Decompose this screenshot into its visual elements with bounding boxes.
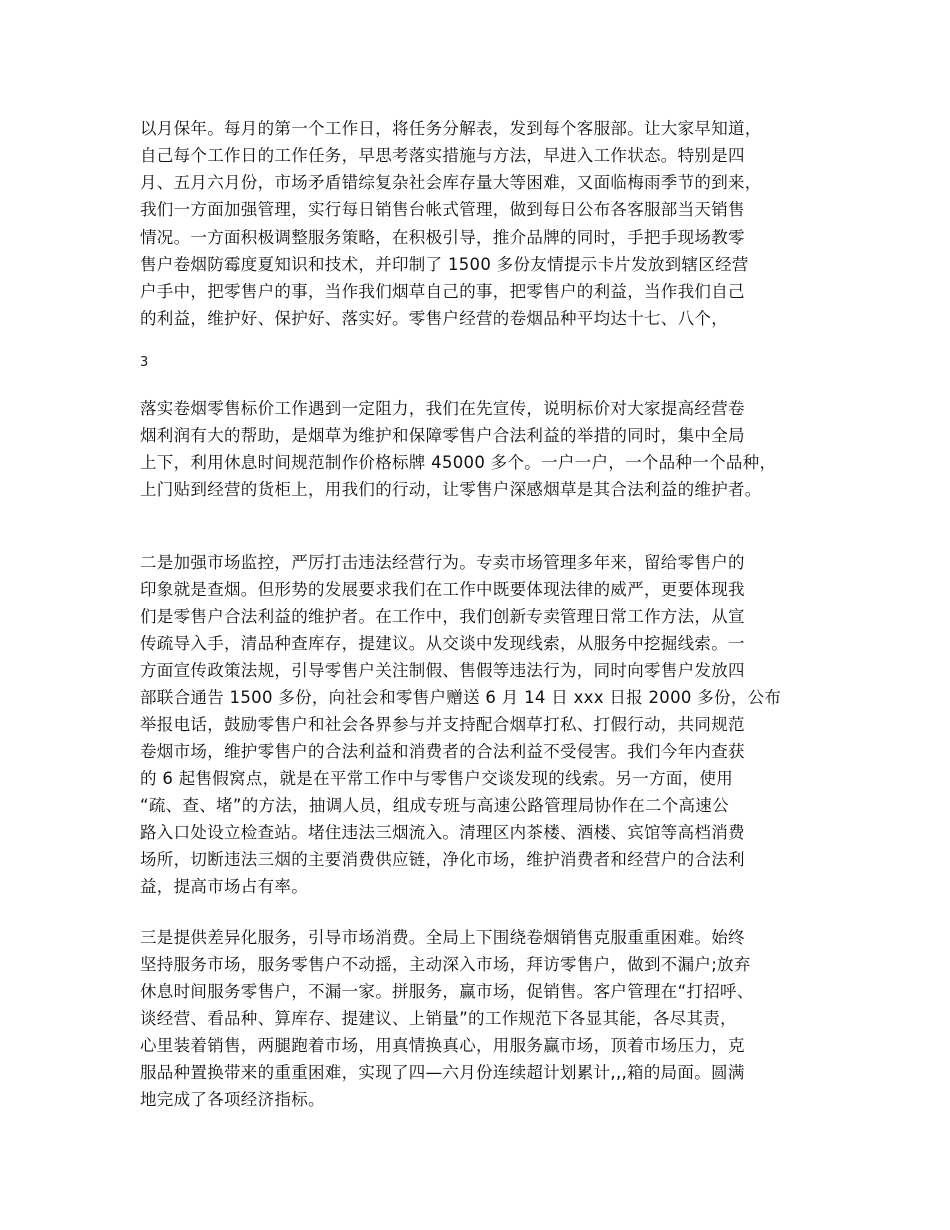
paragraph-line: 们是零售户合法利益的维护者。在工作中，我们创新专卖管理日常工作方法，从宣 <box>140 607 745 626</box>
paragraph-line: 自己每个工作日的工作任务，早思考落实措施与方法，早进入工作状态。特别是四 <box>140 146 745 165</box>
page-number: 3 <box>140 355 149 370</box>
paragraph-line: 上下，利用休息时间规范制作价格标牌 45000 多个。一户一户，一个品种一个品种， <box>140 453 777 472</box>
paragraph-line: 印象就是查烟。但形势的发展要求我们在工作中既要体现法律的威严，更要体现我 <box>140 580 745 599</box>
paragraph-line: 二是加强市场监控，严厉打击违法经营行为。专卖市场管理多年来，留给零售户的 <box>140 553 745 572</box>
paragraph-line: 我们一方面加强管理，实行每日销售台帐式管理，做到每日公布各客服部当天销售 <box>140 200 745 219</box>
paragraph-line: 心里装着销售，两腿跑着市场，用真情换真心，用服务赢市场，顶着市场压力，克 <box>140 1036 745 1055</box>
paragraph-line: 月、五月六月份，市场矛盾错综复杂社会库存量大等困难，又面临梅雨季节的到来， <box>140 173 762 192</box>
paragraph-line: 场所，切断违法三烟的主要消费供应链，净化市场，维护消费者和经营户的合法利 <box>140 850 745 869</box>
paragraph-line: 坚持服务市场，服务零售户不动摇，主动深入市场，拜访零售户，做到不漏户;放弃 <box>140 955 751 974</box>
paragraph-line: 传疏导入手，清品种查库存，提建议。从交谈中发现线索，从服务中挖掘线索。一 <box>140 634 745 653</box>
paragraph-line: 服品种置换带来的重重困难，实现了四—六月份连续超计划累计,,,箱的局面。圆满 <box>140 1063 745 1082</box>
paragraph-line: 情况。一方面积极调整服务策略，在积极引导，推介品牌的同时，手把手现场教零 <box>140 228 745 247</box>
paragraph-line: 休息时间服务零售户，不漏一家。拼服务，赢市场，促销售。客户管理在“打招呼、 <box>140 982 754 1001</box>
paragraph-line: 售户卷烟防霉度夏知识和技术，并印制了 1500 多份友情提示卡片发放到辖区经营 <box>140 255 749 274</box>
paragraph-line: 三是提供差异化服务，引导市场消费。全局上下围绕卷烟销售克服重重困难。始终 <box>140 928 745 947</box>
paragraph-line: 举报电话，鼓励零售户和社会各界参与并支持配合烟草打私、打假行动，共同规范 <box>140 715 745 734</box>
paragraph-line: 谈经营、看品种、算库存、提建议、上销量”的工作规范下各显其能，各尽其责， <box>140 1009 737 1028</box>
paragraph-line: 的 6 起售假窝点，就是在平常工作中与零售户交谈发现的线索。另一方面，使用 <box>140 769 734 788</box>
paragraph-line: 落实卷烟零售标价工作遇到一定阻力，我们在先宣传，说明标价对大家提高经营卷 <box>140 399 745 418</box>
paragraph-line: 部联合通告 1500 多份，向社会和零售户赠送 6 月 14 日 xxx 日报 2000 多份，公布 <box>140 688 782 707</box>
paragraph-line: 益，提高市场占有率。 <box>140 877 308 896</box>
paragraph-line: 上门贴到经营的货柜上，用我们的行动，让零售户深感烟草是其合法利益的维护者。 <box>140 480 762 499</box>
paragraph-line: 以月保年。每月的第一个工作日，将任务分解表，发到每个客服部。让大家早知道， <box>140 119 762 138</box>
paragraph-line: 烟利润有大的帮助，是烟草为维护和保障零售户合法利益的举措的同时，集中全局 <box>140 426 745 445</box>
paragraph-line: 路入口处设立检查站。堵住违法三烟流入。清理区内茶楼、酒楼、宾馆等高档消费 <box>140 823 745 842</box>
paragraph-line: 地完成了各项经济指标。 <box>140 1090 325 1109</box>
paragraph-line: “疏、查、堵”的方法，抽调人员，组成专班与高速公路管理局协作在二个高速公 <box>140 796 729 815</box>
paragraph-line: 卷烟市场，维护零售户的合法利益和消费者的合法利益不受侵害。我们今年内查获 <box>140 742 745 761</box>
paragraph-line: 方面宣传政策法规，引导零售户关注制假、售假等违法行为，同时向零售户发放四 <box>140 661 745 680</box>
paragraph-line: 的利益，维护好、保护好、落实好。零售户经营的卷烟品种平均达十七、八个， <box>140 309 728 328</box>
paragraph-line: 户手中，把零售户的事，当作我们烟草自己的事，把零售户的利益，当作我们自己 <box>140 282 745 301</box>
